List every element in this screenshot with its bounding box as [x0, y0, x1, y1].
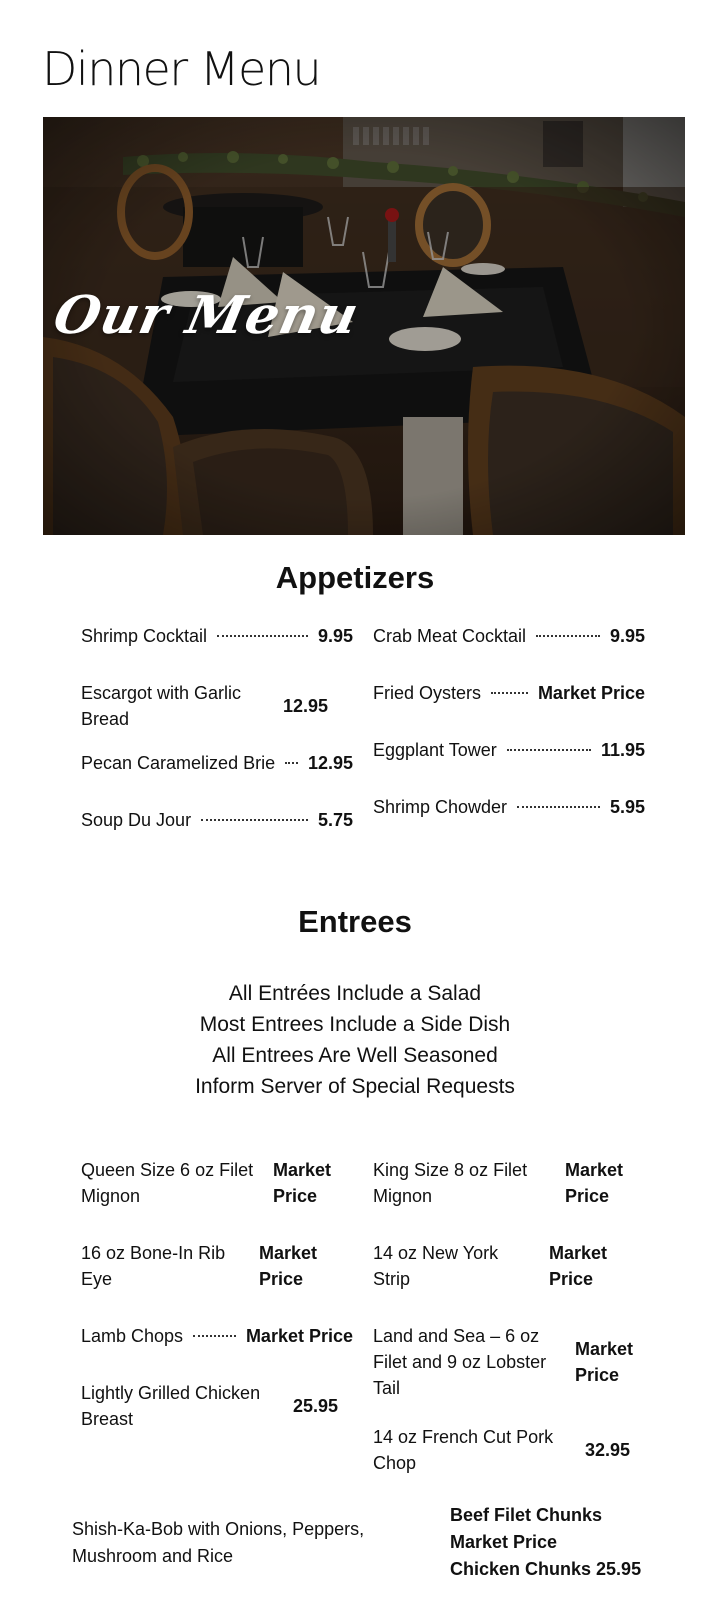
- item-price: Market Price: [537, 683, 645, 703]
- item-name: Shrimp Chowder: [373, 797, 508, 817]
- kebab-item-name: Shish-Ka-Bob with Onions, Peppers, Mushroom and Rice: [72, 1519, 365, 1566]
- item-price: 5.95: [609, 797, 645, 817]
- item-name: Lamb Chops: [81, 1326, 184, 1346]
- item-name: Eggplant Tower: [373, 740, 497, 760]
- item-name: 14 oz New York Strip: [373, 1243, 499, 1289]
- menu-item: [373, 623, 645, 649]
- item-price: 9.95: [317, 626, 353, 646]
- entrees-left-column: [81, 1157, 353, 1432]
- menu-item: [81, 750, 353, 776]
- menu-item: [81, 1157, 353, 1209]
- item-price: Market Price: [259, 1243, 318, 1289]
- item-name: Queen Size 6 oz Filet Mignon: [81, 1160, 254, 1206]
- leader-dots: [193, 1335, 236, 1337]
- note-line: Most Entrees Include a Side Dish: [199, 1013, 511, 1036]
- note-line: All Entrées Include a Salad: [228, 982, 482, 1005]
- menu-item: [373, 794, 645, 820]
- item-price: 25.95: [293, 1396, 339, 1416]
- hero-script-title: Our Menu: [48, 285, 365, 346]
- item-price: Market Price: [549, 1243, 608, 1289]
- menu-item: [373, 1240, 645, 1292]
- item-name: Crab Meat Cocktail: [373, 626, 527, 646]
- kebab-price-line: Chicken Chunks 25.95: [450, 1559, 642, 1579]
- leader-dots: [491, 692, 528, 694]
- appetizers-left-column: [81, 623, 353, 833]
- menu-item: [81, 1380, 353, 1432]
- item-price: 12.95: [283, 696, 329, 716]
- item-price: 5.75: [317, 810, 353, 830]
- menu-item: [373, 737, 645, 763]
- leader-dots: [517, 806, 600, 808]
- menu-item: [81, 1240, 353, 1292]
- menu-item: [81, 680, 353, 732]
- item-price: 32.95: [585, 1440, 631, 1460]
- menu-item: [81, 623, 353, 649]
- leader-dots: [285, 762, 298, 764]
- menu-item: [373, 680, 645, 706]
- menu-item: [373, 1157, 645, 1209]
- item-name: 16 oz Bone-In Rib Eye: [81, 1243, 226, 1289]
- leader-dots: [201, 819, 308, 821]
- item-price: Market Price: [273, 1160, 332, 1206]
- kebab-item-prices: [450, 1502, 670, 1583]
- item-name: Lightly Grilled Chicken Breast: [81, 1383, 261, 1429]
- item-price: 11.95: [600, 740, 645, 760]
- menu-item: [81, 1323, 353, 1349]
- appetizers-heading: Appetizers: [275, 560, 435, 595]
- entrees-right-column: [373, 1157, 645, 1476]
- menu-item: [81, 807, 353, 833]
- item-name: Soup Du Jour: [81, 810, 192, 830]
- hero-image: [43, 117, 685, 535]
- item-price: 12.95: [307, 753, 353, 773]
- leader-dots: [217, 635, 308, 637]
- item-name: 14 oz French Cut Pork Chop: [373, 1427, 554, 1473]
- entrees-heading: Entrees: [298, 904, 412, 939]
- entree-notes: [0, 978, 710, 1102]
- note-line: All Entrees Are Well Seasoned: [212, 1044, 498, 1067]
- item-price: Market Price: [245, 1326, 353, 1346]
- item-name: Pecan Caramelized Brie: [81, 753, 276, 773]
- menu-item: [373, 1323, 645, 1401]
- appetizers-right-column: [373, 623, 645, 820]
- item-name: Land and Sea – 6 oz Filet and 9 oz Lobster Tail: [373, 1326, 547, 1398]
- item-price: Market Price: [565, 1160, 624, 1206]
- item-name: Shrimp Cocktail: [81, 626, 208, 646]
- menu-item: [373, 1424, 645, 1476]
- item-price: Market Price: [575, 1339, 634, 1385]
- leader-dots: [536, 635, 600, 637]
- kebab-price-line: Market Price: [450, 1532, 558, 1552]
- leader-dots: [507, 749, 591, 751]
- item-price: 9.95: [609, 626, 645, 646]
- page-title: Dinner Menu: [42, 42, 321, 96]
- item-name: Fried Oysters: [373, 683, 482, 703]
- item-name: King Size 8 oz Filet Mignon: [373, 1160, 528, 1206]
- note-line: Inform Server of Special Requests: [195, 1075, 515, 1098]
- kebab-price-line: Beef Filet Chunks: [450, 1505, 603, 1525]
- item-name: Escargot with Garlic Bread: [81, 683, 242, 729]
